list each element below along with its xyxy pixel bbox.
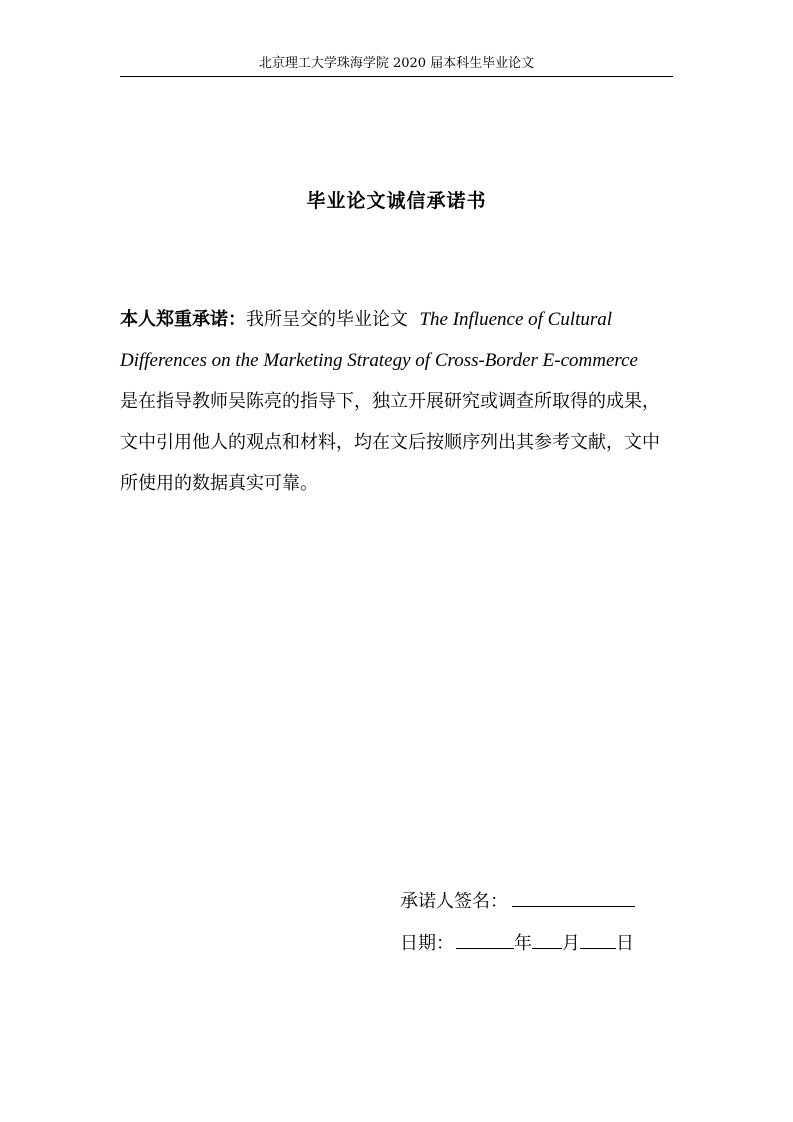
pledge-text-after-title: 是在指导教师吴陈亮的指导下，独立开展研究或调查所取得的成果，文中引用他人的观点和材料，均在文后按顺序列出其参考文献，文中所使用的数据真实可靠。	[120, 391, 660, 494]
date-label: 日期：	[400, 933, 454, 954]
thesis-title: The Influence of Cultural Differences on the Marketing Strategy of Cross-Border E-commerce	[120, 309, 638, 371]
month-blank[interactable]	[532, 928, 562, 949]
pledge-text-before-title: 我所呈交的毕业论文	[246, 309, 408, 330]
header-rule	[120, 76, 673, 77]
page-title: 毕业论文诚信承诺书	[306, 190, 487, 212]
year-label: 年	[514, 933, 532, 954]
year-blank[interactable]	[456, 928, 514, 949]
day-blank[interactable]	[580, 928, 616, 949]
month-label: 月	[562, 933, 580, 954]
date-line	[400, 928, 634, 956]
pledge-lead: 本人郑重承诺：	[120, 309, 246, 330]
pledge-paragraph	[120, 299, 660, 504]
signer-line	[400, 886, 635, 914]
signer-label: 承诺人签名：	[400, 891, 508, 912]
running-header: 北京理工大学珠海学院 2020 届本科生毕业论文	[258, 56, 535, 71]
signature-blank[interactable]	[512, 886, 635, 907]
day-label: 日	[616, 933, 634, 954]
